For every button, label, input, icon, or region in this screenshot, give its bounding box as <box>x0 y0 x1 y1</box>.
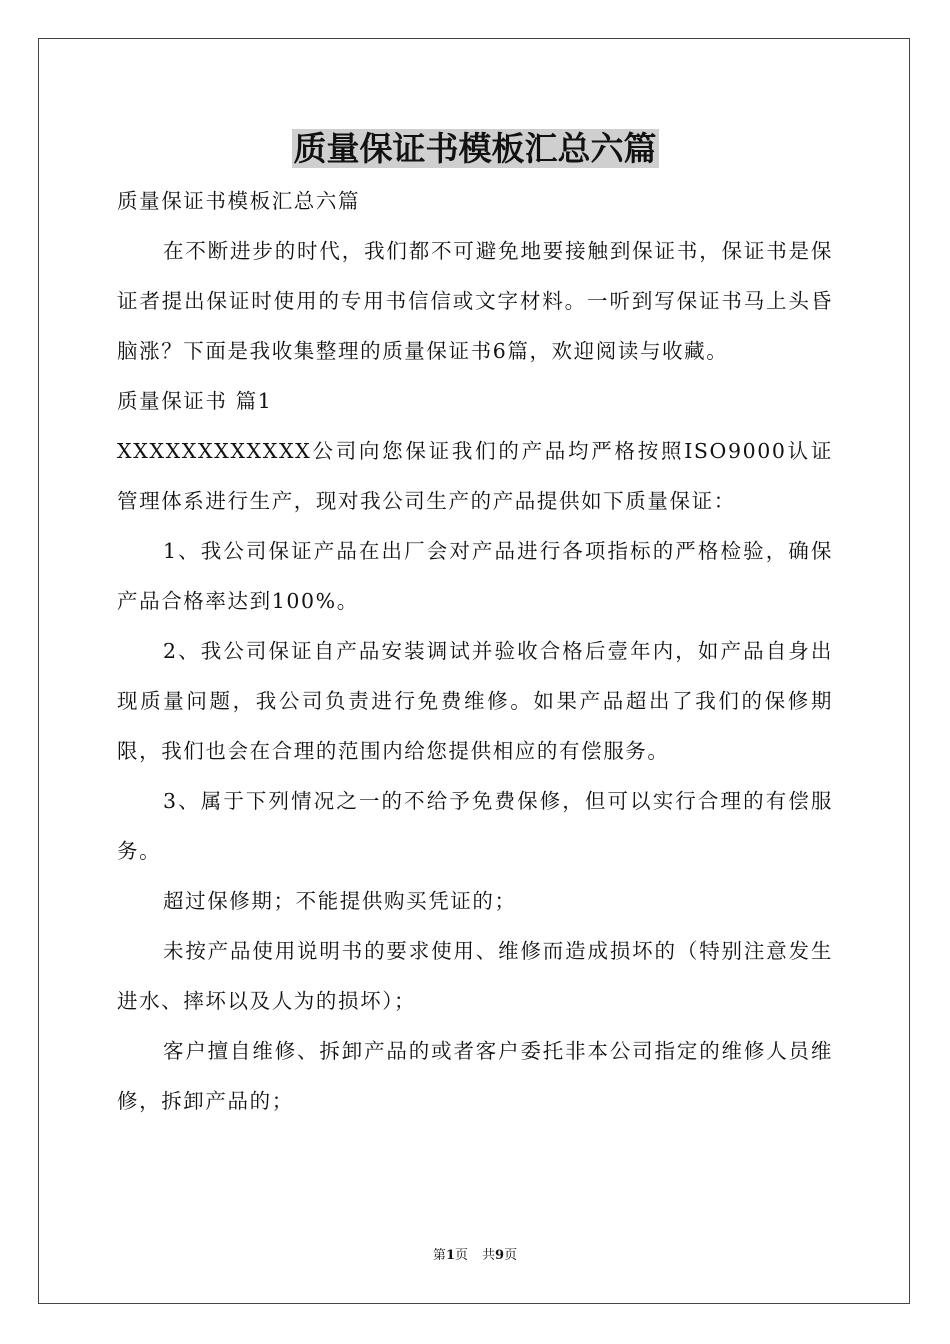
page-footer <box>0 1246 950 1266</box>
paragraph-item-1: 1、我公司保证产品在出厂会对产品进行各项指标的严格检验，确保产品合格率达到100%。 <box>117 539 833 613</box>
document-title-text: 质量保证书模板汇总六篇 <box>293 129 657 168</box>
paragraph-item-2: 2、我公司保证自产品安装调试并验收合格后壹年内，如产品自身出现质量问题，我公司负责进行免费维修。如果产品超出了我们的保修期限，我们也会在合理的范围内给您提供相应的有偿服务。 <box>117 639 833 763</box>
total-pages: 9 <box>495 1248 505 1263</box>
document-title <box>0 126 950 172</box>
paragraph-intro: 在不断进步的时代，我们都不可避免地要接触到保证书，保证书是保证者提出保证时使用的专用书信信或文字材料。一听到写保证书马上头昏脑涨？下面是我收集整理的质量保证书6篇，欢迎阅读与收藏。 <box>117 239 833 363</box>
paragraph-condition-2: 未按产品使用说明书的要求使用、维修而造成损坏的（特别注意发生进水、摔坏以及人为的损坏）； <box>117 939 833 1013</box>
paragraph-item-3: 3、属于下列情况之一的不给予免费保修，但可以实行合理的有偿服务。 <box>117 789 833 863</box>
page-prefix: 第 <box>432 1248 446 1263</box>
total-suffix: 页 <box>504 1248 518 1263</box>
paragraph-condition-1: 超过保修期；不能提供购买凭证的； <box>163 889 517 913</box>
page-number: 1 <box>445 1248 455 1263</box>
document-body <box>117 176 833 1126</box>
page-suffix: 页 <box>454 1248 468 1263</box>
paragraph-company-statement: XXXXXXXXXXXX公司向您保证我们的产品均严格按照ISO9000认证管理体系进行生产，现对我公司生产的产品提供如下质量保证： <box>117 439 833 513</box>
section-heading: 质量保证书 篇1 <box>117 389 273 413</box>
total-prefix: 共 <box>482 1248 496 1263</box>
paragraph-subtitle: 质量保证书模板汇总六篇 <box>117 189 361 213</box>
paragraph-condition-3: 客户擅自维修、拆卸产品的或者客户委托非本公司指定的维修人员维修，拆卸产品的； <box>117 1039 833 1113</box>
